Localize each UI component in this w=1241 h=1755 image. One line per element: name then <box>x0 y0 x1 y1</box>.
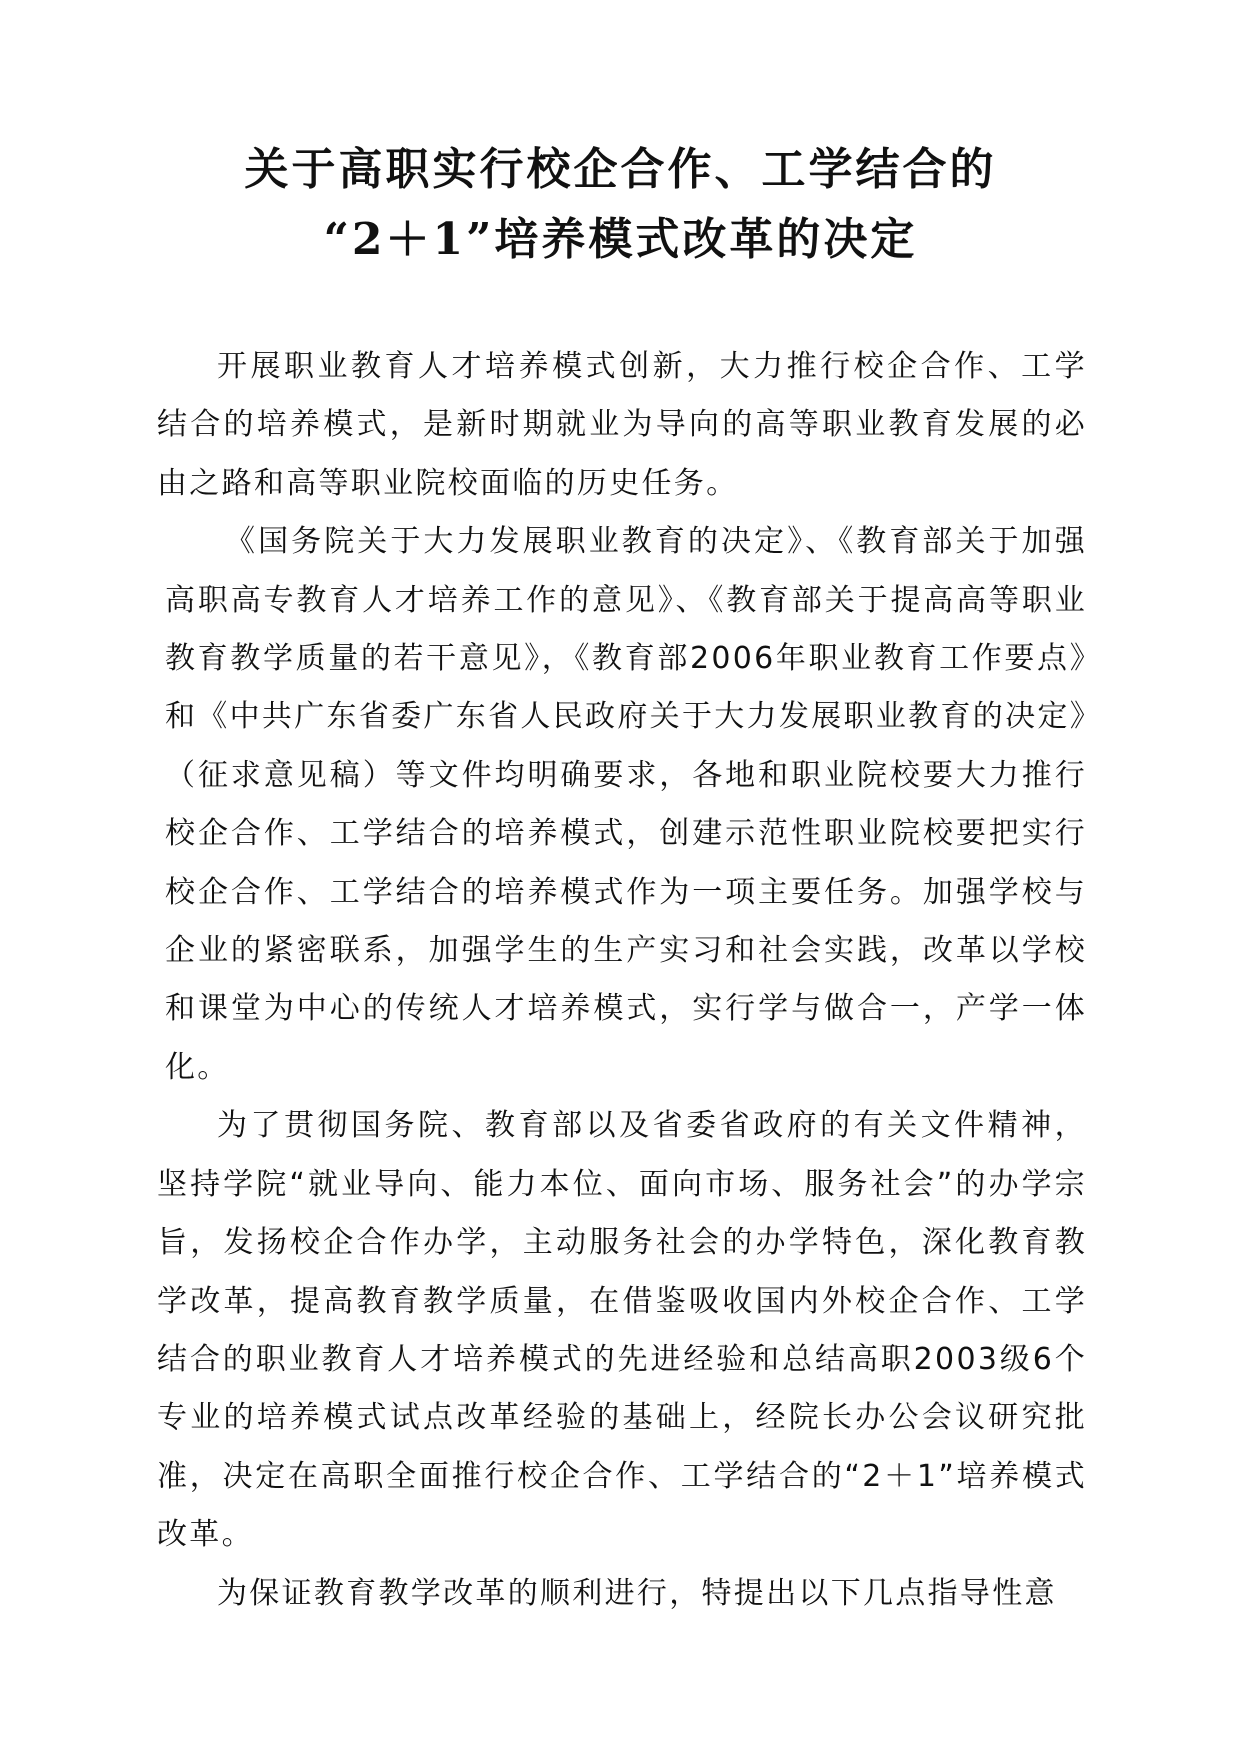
paragraph-1: 开展职业教育人才培养模式创新，大力推行校企合作、工学结合的培养模式，是新时期就业为导向的高等职业教育发展的必由之路和高等职业院校面临的历史任务。 <box>157 349 1087 501</box>
document-title-line-1: 关于高职实行校企合作、工学结合的 <box>244 144 997 195</box>
document-body <box>157 338 1087 1623</box>
paragraph-4: 为保证教育教学改革的顺利进行，特提出以下几点指导性意 <box>217 1575 1057 1611</box>
document-title-line-2: “2＋1”培养模式改革的决定 <box>323 214 918 265</box>
paragraph-2: 《国务院关于大力发展职业教育的决定》、《教育部关于加强高职高专教育人才培养工作的意见》、《教育部关于提高高等职业教育教学质量的若干意见》，《教育部2006年职业教育工作要点》和《中共广东省委广东省人民政府关于大力发展职业教育的决定》（征求意见稿）等文件均明确要求，各地和职业院校要大力推行校企合作、工学结合的培养模式，创建示范性职业院校要把实行校企合作、工学结合的培养模式作为一项主要任务。加强学校与企业的紧密联系，加强学生的生产实习和社会实践，改革以学校和课堂为中心的传统人才培养模式，实行学与做合一，产学一体化。 <box>165 524 1087 1085</box>
paragraph-3: 为了贯彻国务院、教育部以及省委省政府的有关文件精神，坚持学院“就业导向、能力本位、面向市场、服务社会”的办学宗旨，发扬校企合作办学，主动服务社会的办学特色，深化教育教学改革，提高教育教学质量，在借鉴吸收国内外校企合作、工学结合的职业教育人才培养模式的先进经验和总结高职2003级6个专业的培养模式试点改革经验的基础上，经院长办公会议研究批准，决定在高职全面推行校企合作、工学结合的“2＋1”培养模式改革。 <box>157 1108 1087 1553</box>
